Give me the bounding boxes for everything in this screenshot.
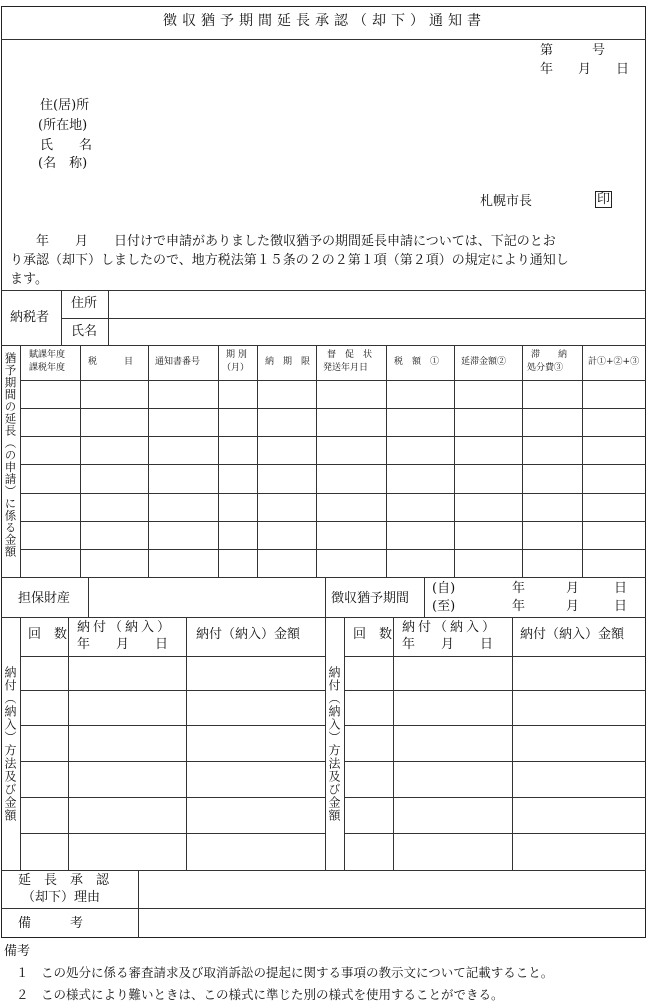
note-item-1: １ この処分に係る審査請求及び取消訴訟の提起に関する事項の教示文について記載すること。 [16, 965, 554, 980]
header-due-date: 納 期 限 [265, 357, 311, 367]
name-label: 氏 名 [40, 138, 93, 153]
document-number: 第 号 [540, 43, 606, 58]
header-disposition-cost: 処分費③ [527, 363, 564, 373]
seal-mark: 印 [597, 192, 611, 207]
header-reminder-date: 発送年月日 [323, 363, 369, 373]
body-line-3: ます。 [10, 272, 48, 287]
note-item-2: ２ この様式により難いときは、この様式に準じた別の様式を使用することができる。 [16, 987, 504, 1002]
location-label: (所在地) [38, 118, 88, 133]
document-title: 徴収猶予期間延長承認（却下）通知書 [163, 13, 486, 29]
deferral-from-year: 年 [512, 581, 526, 596]
reason-label-line-2: （却下）理由 [22, 890, 101, 905]
header-tax-amount: 税 額 ① [394, 357, 440, 367]
taxpayer-name-label: 氏名 [71, 324, 98, 339]
payment-right-amount-header: 納付（納入）金額 [520, 627, 625, 642]
deferral-from-day: 日 [614, 581, 628, 596]
deferral-from-month: 月 [566, 581, 580, 596]
payment-left-date-header: 納付（納入） [77, 620, 174, 635]
header-assessment-year: 賦課年度 [29, 350, 66, 360]
deferral-to-day: 日 [614, 599, 628, 614]
collateral-label: 担保財産 [18, 591, 71, 606]
reason-label-line-1: 延 長 承 認 [18, 873, 110, 888]
header-notice-number: 通知書番号 [155, 357, 201, 367]
body-line-2: り承認（却下）しましたので、地方税法第１５条の２の２第１項（第２項）の規定により通知し [10, 253, 569, 268]
issuer: 札幌市長 [480, 194, 533, 209]
deferral-to-month: 月 [566, 599, 580, 614]
notes-heading: 備考 [4, 944, 31, 959]
entity-name-label: (名 称) [38, 156, 88, 171]
document-date: 年 月 日 [540, 62, 636, 77]
address-label: 住(居)所 [40, 98, 90, 113]
form-frame [1, 6, 646, 938]
deferral-period-label: 徴収猶予期間 [331, 591, 410, 606]
deferral-to-year: 年 [512, 599, 526, 614]
payment-right-date-header: 納付（納入） [402, 620, 499, 635]
header-tax-item: 税 目 [88, 357, 134, 367]
deferral-from-label: (自) [432, 581, 456, 596]
remarks-label: 備 考 [18, 916, 84, 931]
payment-right-side-label: 納付（納入）方法及び金額 [327, 666, 341, 822]
taxpayer-address-label: 住所 [71, 296, 98, 311]
payment-right-date-sub: 年 月 日 [402, 637, 494, 652]
body-line-1: 年 月 日付けで申請がありました徴収猶予の期間延長申請については、下記のとお [10, 234, 556, 249]
payment-right-count-header: 回 数 [353, 627, 393, 642]
payment-left-amount-header: 納付（納入）金額 [196, 627, 301, 642]
header-period: 期 別 [226, 350, 247, 360]
taxpayer-label: 納税者 [10, 310, 50, 325]
deferral-to-label: (至) [432, 599, 456, 614]
header-period-month: （月） [222, 363, 250, 373]
header-late-fee: 延滞金額② [461, 357, 507, 367]
header-delinquency: 滞 納 [531, 350, 568, 360]
header-reminder: 督 促 状 [327, 350, 373, 360]
payment-left-date-sub: 年 月 日 [77, 637, 169, 652]
payment-left-count-header: 回 数 [28, 627, 68, 642]
payment-left-side-label: 納付（納入）方法及び金額 [3, 666, 17, 822]
header-total: 計①+②+③ [588, 357, 640, 367]
header-taxation-year: 課税年度 [29, 363, 66, 373]
tax-table-side-label: 猶予期間の延長（の申請）に係る金額 [3, 352, 18, 558]
